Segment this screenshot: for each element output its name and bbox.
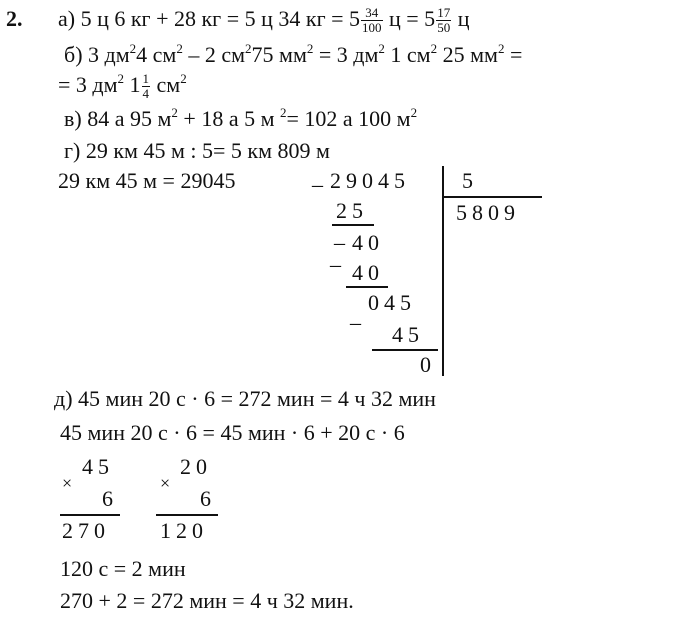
part-b-line1 [64, 42, 522, 68]
part-v-text: + 18 а 5 м [177, 106, 280, 131]
part-d-line4: 270 + 2 = 272 мин = 4 ч 32 мин. [60, 588, 354, 613]
superscript: 2 [171, 105, 178, 120]
problem-number: 2. [6, 6, 23, 31]
part-d-line1 [54, 386, 436, 412]
mult2-bottom: 6 [200, 486, 211, 511]
part-b-text: = 3 дм [58, 72, 118, 97]
mult1-top: 45 [82, 454, 114, 479]
mult2-top: 20 [180, 454, 212, 479]
part-a-lhs: 5 ц 6 кг + 28 кг = 5 ц 34 кг = 5 [80, 6, 360, 31]
fraction-17-50: $\frac{17}{50}$ [437, 5, 451, 36]
part-b-line2 [58, 72, 187, 101]
division-minus-sign: _ [312, 164, 323, 189]
division-minus-sign-2: _ [334, 222, 345, 247]
superscript: 2 [430, 41, 438, 56]
superscript: 2 [117, 71, 125, 86]
superscript: 2 [306, 41, 314, 56]
part-b-label: б) [64, 42, 83, 67]
part-v-text: 84 а 95 м [87, 106, 172, 131]
fraction-34-100: $\frac{34}{100}$ [362, 5, 382, 36]
division-step-4: 045 [368, 290, 416, 315]
part-d-line2: 45 мин 20 с · 6 = 45 мин · 6 + 20 с · 6 [60, 420, 405, 445]
superscript: 2 [245, 41, 252, 56]
part-b-text: = 3 дм [313, 42, 379, 67]
part-a-label: а) [58, 6, 76, 31]
part-g-label: г) [64, 138, 81, 163]
division-divisor-line [442, 196, 542, 198]
part-g-conversion: 29 км 45 м = 29045 [58, 168, 236, 193]
division-step-line-2 [346, 286, 388, 288]
fraction-1-4: $\frac{1}{4}$ [142, 71, 150, 102]
part-b-text: 4 см [136, 42, 177, 67]
part-g [64, 138, 330, 164]
part-b-text: 3 дм [88, 42, 130, 67]
division-divisor: 5 [462, 168, 473, 193]
part-d-label: д) [54, 386, 73, 411]
division-dividend: 29045 [330, 168, 410, 193]
superscript: 2 [180, 71, 187, 86]
mult1-sign: × [62, 473, 73, 493]
superscript: 2 [129, 41, 137, 56]
superscript: 2 [176, 41, 183, 56]
division-step-1: 25 [336, 198, 368, 223]
division-remainder: 0 [420, 352, 431, 377]
part-b-text: = [504, 42, 523, 67]
mult1-bottom: 6 [102, 486, 113, 511]
division-step-5: 45 [392, 322, 424, 347]
division-quotient: 5809 [456, 200, 520, 225]
part-b-text: – 2 см [182, 42, 246, 67]
mult2-sign: × [160, 473, 171, 493]
part-b-text: 1 см [384, 42, 431, 67]
part-b-text: 25 мм [437, 42, 498, 67]
superscript: 2 [410, 105, 418, 120]
part-v-label: в) [64, 106, 82, 131]
part-a-mid: ц = 5 [389, 6, 436, 31]
mult1-line [60, 514, 120, 516]
superscript: 2 [378, 41, 385, 56]
division-minus-sign-3: _ [330, 244, 341, 269]
part-a [58, 6, 469, 35]
mult2-line [156, 514, 218, 516]
part-d-text-1: 45 мин 20 с · 6 = 272 мин = 4 ч 32 мин [78, 386, 436, 411]
division-step-2: 40 [352, 230, 384, 255]
part-b-text: см [151, 72, 181, 97]
mult2-result: 120 [160, 518, 208, 543]
part-g-expr: 29 км 45 м : 5= 5 км 809 м [85, 138, 330, 163]
division-step-3: 40 [352, 260, 384, 285]
part-v-text: = 102 а 100 м [286, 106, 411, 131]
superscript: 2 [280, 105, 287, 120]
part-b-text: 75 мм [251, 42, 307, 67]
part-v [64, 106, 417, 132]
mult1-result: 270 [62, 518, 110, 543]
part-b-text: 1 [124, 72, 141, 97]
part-a-end: ц [457, 6, 470, 31]
division-step-line-3 [372, 349, 438, 351]
division-minus-sign-4: _ [350, 302, 361, 327]
part-d-line3: 120 с = 2 мин [60, 556, 186, 581]
superscript: 2 [497, 41, 505, 56]
